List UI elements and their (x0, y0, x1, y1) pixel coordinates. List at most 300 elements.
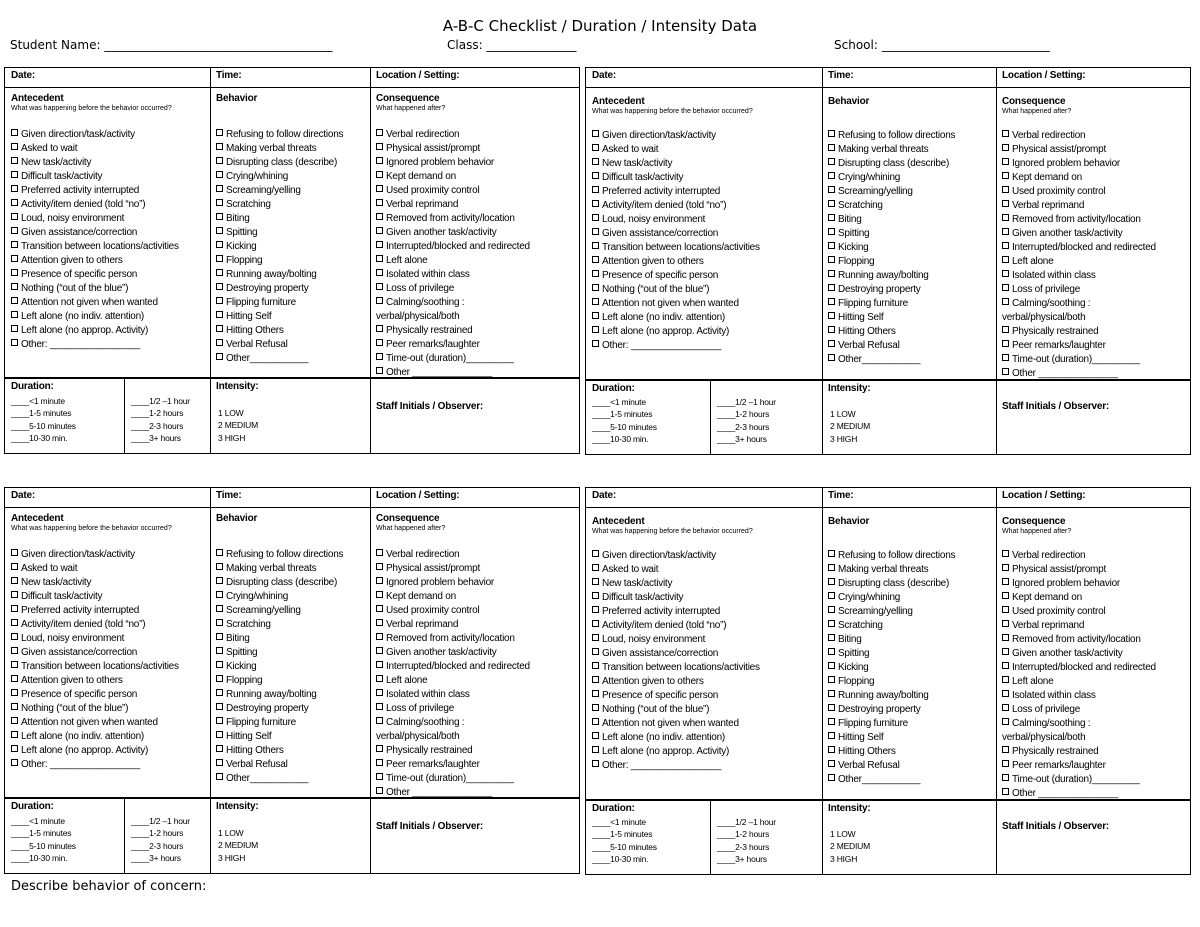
checkbox-icon[interactable] (216, 157, 223, 164)
checkbox-icon[interactable] (592, 284, 599, 291)
checkbox-icon[interactable] (11, 199, 18, 206)
checkbox-icon[interactable] (376, 591, 383, 598)
list-item (828, 549, 955, 563)
checkbox-icon[interactable] (216, 297, 223, 304)
checkbox-icon[interactable] (376, 689, 383, 696)
checkbox-icon[interactable] (828, 228, 835, 235)
checkbox-icon[interactable] (1002, 256, 1009, 263)
checkbox-icon[interactable] (1002, 774, 1009, 781)
checkbox-icon[interactable] (376, 745, 383, 752)
list-item (828, 339, 955, 353)
checkbox-icon[interactable] (592, 648, 599, 655)
checkbox-icon[interactable] (592, 158, 599, 165)
checkbox-icon[interactable] (592, 690, 599, 697)
list-item (376, 142, 530, 156)
checkbox-icon[interactable] (828, 298, 835, 305)
checkbox-icon[interactable] (11, 283, 18, 290)
checkbox-icon[interactable] (11, 647, 18, 654)
checkbox-icon[interactable] (592, 340, 599, 347)
checkbox-icon[interactable] (1002, 550, 1009, 557)
checkbox-icon[interactable] (11, 171, 18, 178)
checkbox-icon[interactable] (828, 592, 835, 599)
checkbox-icon[interactable] (376, 367, 383, 374)
list-item (1002, 339, 1156, 353)
checkbox-icon[interactable] (592, 214, 599, 221)
list-item-text: Nothing (“out of the blue”) (602, 284, 710, 295)
checkbox-icon[interactable] (592, 200, 599, 207)
checkbox-icon[interactable] (376, 227, 383, 234)
checkbox-icon[interactable] (11, 143, 18, 150)
list-item-text: ____1-2 hours (131, 408, 184, 419)
checkbox-icon[interactable] (1002, 242, 1009, 249)
checkbox-icon[interactable] (592, 228, 599, 235)
checkbox-icon[interactable] (11, 213, 18, 220)
checkbox-icon[interactable] (828, 732, 835, 739)
checkbox-icon[interactable] (1002, 634, 1009, 641)
checkbox-icon[interactable] (1002, 676, 1009, 683)
checkbox-icon[interactable] (592, 564, 599, 571)
checkbox-icon[interactable] (1002, 298, 1009, 305)
checkbox-icon[interactable] (828, 242, 835, 249)
checkbox-icon[interactable] (1002, 564, 1009, 571)
checkbox-icon[interactable] (828, 620, 835, 627)
checkbox-icon[interactable] (1002, 592, 1009, 599)
checkbox-icon[interactable] (1002, 704, 1009, 711)
checkbox-icon[interactable] (216, 619, 223, 626)
checkbox-icon[interactable] (11, 255, 18, 262)
list-item-text: Peer remarks/laughter (386, 759, 480, 770)
list-item (216, 352, 343, 366)
antecedent-label: Antecedent (592, 96, 645, 107)
checkbox-icon[interactable] (828, 690, 835, 697)
location-label: Location / Setting: (1002, 490, 1086, 501)
checkbox-icon[interactable] (376, 143, 383, 150)
checkbox-icon[interactable] (11, 759, 18, 766)
checkbox-icon[interactable] (828, 634, 835, 641)
list-item (592, 828, 657, 840)
checkbox-icon[interactable] (11, 549, 18, 556)
checkbox-icon[interactable] (1002, 326, 1009, 333)
checkbox-icon[interactable] (828, 606, 835, 613)
list-item (1002, 619, 1156, 633)
checkbox-icon[interactable] (11, 577, 18, 584)
list-item (592, 269, 760, 283)
checkbox-icon[interactable] (216, 577, 223, 584)
list-item-text: Transition between locations/activities (21, 241, 179, 252)
checkbox-icon[interactable] (592, 732, 599, 739)
checkbox-icon[interactable] (828, 354, 835, 361)
list-item (376, 282, 530, 296)
checkbox-icon[interactable] (592, 172, 599, 179)
checkbox-icon[interactable] (592, 298, 599, 305)
checkbox-icon[interactable] (216, 269, 223, 276)
checkbox-icon[interactable] (376, 619, 383, 626)
checkbox-icon[interactable] (828, 172, 835, 179)
time-label: Time: (216, 70, 242, 81)
checkbox-icon[interactable] (11, 633, 18, 640)
list-item-text: Calming/soothing : (1012, 718, 1091, 729)
list-item-text: Attention given to others (21, 675, 123, 686)
checkbox-icon[interactable] (592, 592, 599, 599)
checkbox-icon[interactable] (216, 605, 223, 612)
checkbox-icon[interactable] (376, 549, 383, 556)
checkbox-icon[interactable] (828, 312, 835, 319)
list-item (828, 283, 955, 297)
checkbox-icon[interactable] (828, 270, 835, 277)
checkbox-icon[interactable] (828, 760, 835, 767)
checkbox-icon[interactable] (11, 745, 18, 752)
checkbox-icon[interactable] (592, 550, 599, 557)
checkbox-icon[interactable] (592, 256, 599, 263)
checkbox-icon[interactable] (592, 270, 599, 277)
intensity-label: Intensity: (216, 381, 259, 392)
checkbox-icon[interactable] (216, 325, 223, 332)
checkbox-icon[interactable] (376, 171, 383, 178)
checkbox-icon[interactable] (828, 284, 835, 291)
checkbox-icon[interactable] (11, 339, 18, 346)
list-item (1002, 325, 1156, 339)
list-item (216, 212, 343, 226)
list-item-text: Refusing to follow directions (838, 550, 956, 561)
checkbox-icon[interactable] (1002, 270, 1009, 277)
checkbox-icon[interactable] (216, 759, 223, 766)
checkbox-icon[interactable] (592, 634, 599, 641)
list-item-text: ____<1 minute (11, 396, 65, 406)
checkbox-icon[interactable] (592, 312, 599, 319)
checkbox-icon[interactable] (376, 185, 383, 192)
checkbox-icon[interactable] (1002, 172, 1009, 179)
staff-initials-label: Staff Initials / Observer: (376, 821, 484, 832)
checkbox-icon[interactable] (216, 717, 223, 724)
list-item (376, 170, 530, 184)
checkbox-icon[interactable] (1002, 760, 1009, 767)
checkbox-icon[interactable] (216, 773, 223, 780)
checkbox-icon[interactable] (592, 144, 599, 151)
checkbox-icon[interactable] (11, 717, 18, 724)
checkbox-icon[interactable] (592, 704, 599, 711)
checkbox-icon[interactable] (216, 661, 223, 668)
checkbox-icon[interactable] (216, 185, 223, 192)
checkbox-icon[interactable] (376, 255, 383, 262)
list-item (11, 674, 179, 688)
checkbox-icon[interactable] (592, 760, 599, 767)
checkbox-icon[interactable] (1002, 578, 1009, 585)
checkbox-icon[interactable] (592, 130, 599, 137)
list-item (1002, 367, 1156, 381)
checkbox-icon[interactable] (828, 144, 835, 151)
checkbox-icon[interactable] (828, 326, 835, 333)
checkbox-icon[interactable] (11, 157, 18, 164)
checkbox-icon[interactable] (216, 339, 223, 346)
checkbox-icon[interactable] (216, 213, 223, 220)
checkbox-icon[interactable] (592, 746, 599, 753)
list-item-text: Physical assist/prompt (1012, 144, 1106, 155)
list-item-text: Given direction/task/activity (602, 550, 716, 561)
checkbox-icon[interactable] (376, 283, 383, 290)
checkbox-icon[interactable] (11, 605, 18, 612)
list-item-text: Physically restrained (1012, 326, 1099, 337)
list-item (376, 646, 530, 660)
checkbox-icon[interactable] (376, 325, 383, 332)
checkbox-icon[interactable] (216, 703, 223, 710)
checkbox-icon[interactable] (11, 227, 18, 234)
checkbox-icon[interactable] (376, 199, 383, 206)
checkbox-icon[interactable] (376, 577, 383, 584)
checkbox-icon[interactable] (1002, 200, 1009, 207)
list-item-text: Left alone (1012, 676, 1054, 687)
list-item-text: Flipping furniture (838, 718, 908, 729)
list-item (216, 226, 343, 240)
checkbox-icon[interactable] (216, 227, 223, 234)
checkbox-icon[interactable] (1002, 648, 1009, 655)
checkbox-icon[interactable] (828, 578, 835, 585)
checkbox-icon[interactable] (376, 759, 383, 766)
checkbox-icon[interactable] (828, 648, 835, 655)
list-item (376, 296, 530, 310)
checkbox-icon[interactable] (1002, 718, 1009, 725)
checkbox-icon[interactable] (376, 353, 383, 360)
checkbox-icon[interactable] (216, 689, 223, 696)
checkbox-icon[interactable] (11, 241, 18, 248)
checkbox-icon[interactable] (376, 605, 383, 612)
behavior-list (216, 548, 343, 786)
checkbox-icon[interactable] (1002, 130, 1009, 137)
checkbox-icon[interactable] (11, 185, 18, 192)
list-item (216, 632, 343, 646)
list-item (216, 170, 343, 184)
list-item (1002, 717, 1156, 731)
checkbox-icon[interactable] (11, 591, 18, 598)
list-item (218, 419, 258, 431)
list-item (216, 296, 343, 310)
checkbox-icon[interactable] (376, 241, 383, 248)
list-item (11, 716, 179, 730)
list-item (1002, 269, 1156, 283)
list-item-text: Transition between locations/activities (602, 242, 760, 253)
school-field[interactable]: School: ____________________________ (834, 38, 1050, 52)
list-item-text: Other___________ (838, 354, 921, 365)
list-item (592, 605, 760, 619)
checkbox-icon[interactable] (1002, 284, 1009, 291)
list-item-text: ____3+ hours (131, 432, 181, 443)
checkbox-icon[interactable] (592, 620, 599, 627)
list-item (828, 311, 955, 325)
list-item-text: Hitting Others (838, 326, 896, 337)
list-item (376, 590, 530, 604)
checkbox-icon[interactable] (828, 704, 835, 711)
checkbox-icon[interactable] (216, 563, 223, 570)
checkbox-icon[interactable] (11, 297, 18, 304)
checkbox-icon[interactable] (376, 675, 383, 682)
checkbox-icon[interactable] (216, 171, 223, 178)
list-item (11, 432, 76, 444)
checkbox-icon[interactable] (216, 675, 223, 682)
checkbox-icon[interactable] (828, 774, 835, 781)
list-item (216, 744, 343, 758)
list-item (828, 325, 955, 339)
checkbox-icon[interactable] (11, 311, 18, 318)
checkbox-icon[interactable] (376, 647, 383, 654)
checkbox-icon[interactable] (592, 718, 599, 725)
checkbox-icon[interactable] (828, 130, 835, 137)
consequence-label: Consequence (376, 93, 440, 104)
checkbox-icon[interactable] (216, 633, 223, 640)
checkbox-icon[interactable] (216, 549, 223, 556)
checkbox-icon[interactable] (1002, 620, 1009, 627)
checkbox-icon[interactable] (376, 703, 383, 710)
list-item-text: ____1-2 hours (131, 828, 184, 839)
checkbox-icon[interactable] (828, 564, 835, 571)
checkbox-icon[interactable] (1002, 606, 1009, 613)
list-item-text: Removed from activity/location (1012, 634, 1141, 645)
behavior-label: Behavior (828, 96, 870, 107)
checkbox-icon[interactable] (11, 731, 18, 738)
checkbox-icon[interactable] (376, 661, 383, 668)
checkbox-icon[interactable] (216, 255, 223, 262)
document-title: A-B-C Checklist / Duration / Intensity Data (442, 17, 758, 35)
checkbox-icon[interactable] (216, 591, 223, 598)
checkbox-icon[interactable] (1002, 788, 1009, 795)
list-item-text: Other: _________________ (602, 340, 722, 351)
list-item-text: ____2-3 hours (717, 421, 770, 432)
list-item (218, 827, 258, 839)
checkbox-icon[interactable] (376, 787, 383, 794)
checkbox-icon[interactable] (376, 717, 383, 724)
checkbox-icon[interactable] (216, 199, 223, 206)
checkbox-icon[interactable] (828, 158, 835, 165)
checkbox-icon[interactable] (592, 578, 599, 585)
list-item (828, 591, 955, 605)
checkbox-icon[interactable] (828, 214, 835, 221)
checkbox-icon[interactable] (828, 200, 835, 207)
list-item (216, 576, 343, 590)
checkbox-icon[interactable] (376, 297, 383, 304)
checkbox-icon[interactable] (11, 675, 18, 682)
checkbox-icon[interactable] (216, 241, 223, 248)
checkbox-icon[interactable] (1002, 186, 1009, 193)
list-item-text: Verbal redirection (386, 549, 460, 560)
checkbox-icon[interactable] (1002, 746, 1009, 753)
checkbox-icon[interactable] (216, 129, 223, 136)
checkbox-icon[interactable] (828, 256, 835, 263)
checkbox-icon[interactable] (376, 339, 383, 346)
checkbox-icon[interactable] (1002, 662, 1009, 669)
checkbox-icon[interactable] (11, 325, 18, 332)
list-item-text: Left alone (386, 255, 428, 266)
checkbox-icon[interactable] (376, 633, 383, 640)
checkbox-icon[interactable] (828, 718, 835, 725)
checkbox-icon[interactable] (828, 186, 835, 193)
list-item (828, 157, 955, 171)
list-item-text: ____<1 minute (592, 397, 646, 407)
list-item-text: Flipping furniture (226, 297, 296, 308)
list-item-text: Calming/soothing : (386, 717, 465, 728)
antecedent-list (592, 129, 760, 353)
checkbox-icon[interactable] (11, 619, 18, 626)
checkbox-icon[interactable] (11, 269, 18, 276)
list-item (828, 269, 955, 283)
checkbox-icon[interactable] (216, 731, 223, 738)
list-item-text: ____5-10 minutes (592, 421, 657, 432)
class-field[interactable]: Class: _______________ (447, 38, 577, 52)
list-item-text: Given direction/task/activity (21, 129, 135, 140)
checkbox-icon[interactable] (592, 676, 599, 683)
checkbox-icon[interactable] (1002, 368, 1009, 375)
list-item (11, 815, 76, 827)
checkbox-icon[interactable] (216, 353, 223, 360)
checkbox-icon[interactable] (592, 606, 599, 613)
list-item (592, 283, 760, 297)
list-item (592, 157, 760, 171)
list-item (131, 407, 190, 419)
checkbox-icon[interactable] (1002, 690, 1009, 697)
checkbox-icon[interactable] (376, 773, 383, 780)
list-item (376, 772, 530, 786)
checkbox-icon[interactable] (11, 703, 18, 710)
checkbox-icon[interactable] (828, 340, 835, 347)
checkbox-icon[interactable] (216, 745, 223, 752)
list-item (11, 395, 76, 407)
checkbox-icon[interactable] (592, 326, 599, 333)
list-item (11, 730, 179, 744)
checkbox-icon[interactable] (216, 143, 223, 150)
checkbox-icon[interactable] (828, 662, 835, 669)
checkbox-icon[interactable] (592, 662, 599, 669)
checkbox-icon[interactable] (11, 563, 18, 570)
list-item (828, 633, 955, 647)
checkbox-icon[interactable] (216, 311, 223, 318)
list-item-text: Flopping (838, 256, 875, 267)
student-name-field[interactable]: Student Name: ______________________________________ (10, 38, 333, 52)
checkbox-icon[interactable] (376, 157, 383, 164)
list-item-text: Destroying property (226, 283, 309, 294)
list-item (592, 731, 760, 745)
checkbox-icon[interactable] (11, 129, 18, 136)
checkbox-icon[interactable] (1002, 158, 1009, 165)
checkbox-icon[interactable] (828, 746, 835, 753)
list-item (11, 170, 179, 184)
list-item-text: Physical assist/prompt (386, 143, 480, 154)
list-item-text: Verbal redirection (1012, 130, 1086, 141)
checkbox-icon[interactable] (216, 283, 223, 290)
list-item-text: 1 LOW (830, 829, 856, 839)
checkbox-icon[interactable] (828, 550, 835, 557)
list-item-text: Peer remarks/laughter (1012, 760, 1106, 771)
checkbox-icon[interactable] (1002, 228, 1009, 235)
checkbox-icon[interactable] (11, 689, 18, 696)
checkbox-icon[interactable] (376, 213, 383, 220)
checkbox-icon[interactable] (592, 186, 599, 193)
checkbox-icon[interactable] (1002, 214, 1009, 221)
checkbox-icon[interactable] (216, 647, 223, 654)
list-item-text: Other _______________ (1012, 788, 1118, 799)
list-item (828, 703, 955, 717)
checkbox-icon[interactable] (1002, 144, 1009, 151)
checkbox-icon[interactable] (376, 269, 383, 276)
checkbox-icon[interactable] (1002, 340, 1009, 347)
checkbox-icon[interactable] (376, 563, 383, 570)
list-item (11, 618, 179, 632)
checkbox-icon[interactable] (376, 129, 383, 136)
checkbox-icon[interactable] (1002, 354, 1009, 361)
list-item (592, 171, 760, 185)
list-item-text: Making verbal threats (838, 564, 929, 575)
list-item (1002, 157, 1156, 171)
list-item-text: Other___________ (226, 353, 309, 364)
checkbox-icon[interactable] (828, 676, 835, 683)
checkbox-icon[interactable] (592, 242, 599, 249)
checkbox-icon[interactable] (11, 661, 18, 668)
